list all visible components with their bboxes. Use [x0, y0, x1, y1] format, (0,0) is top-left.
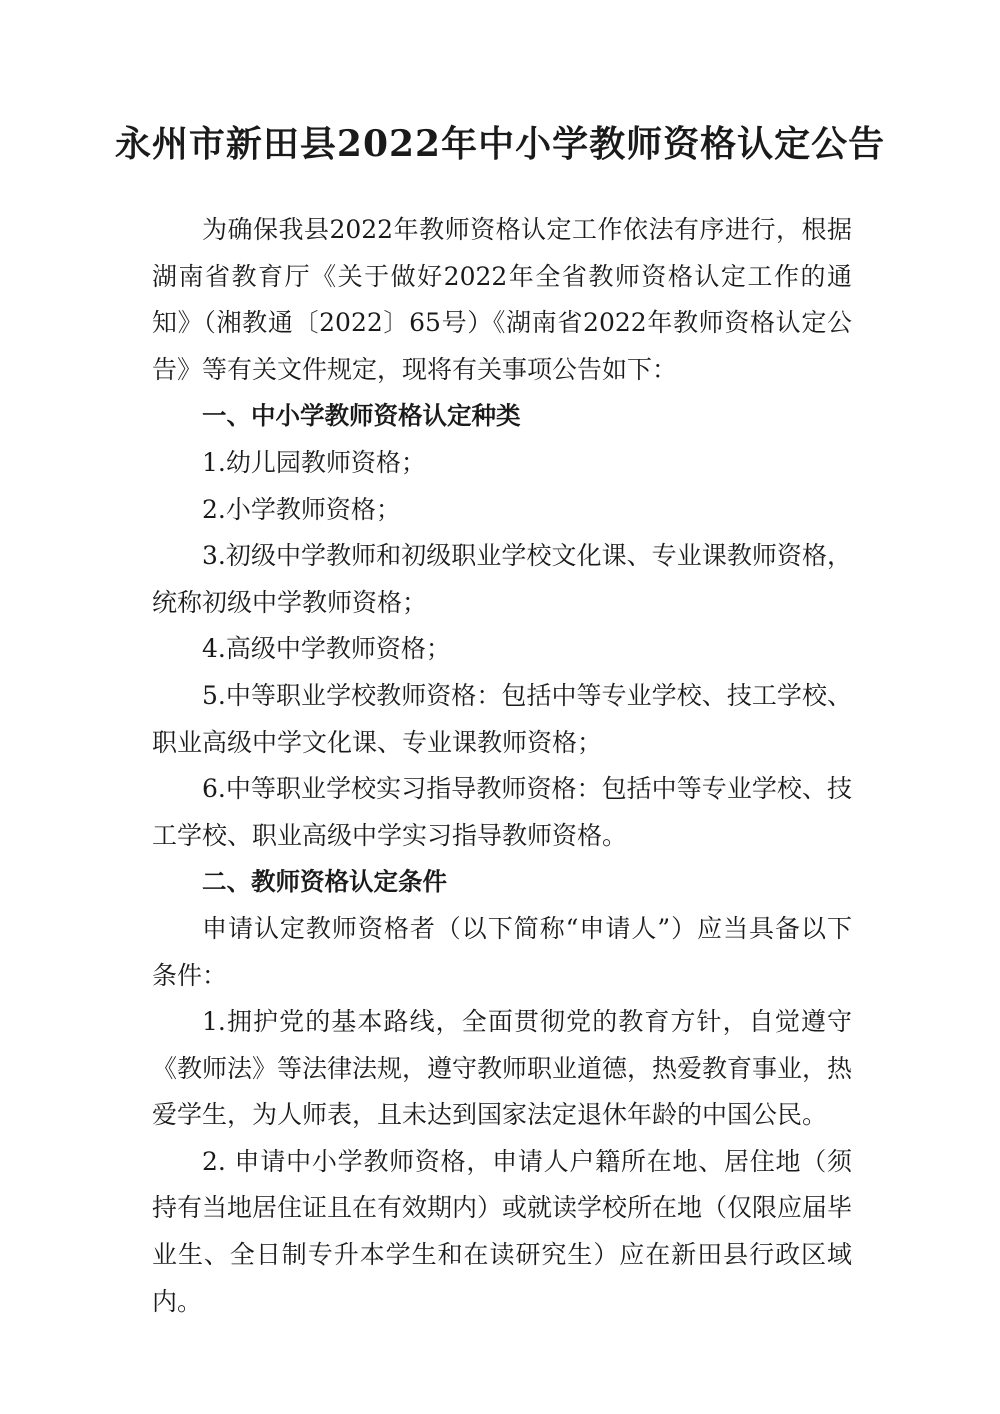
condition-item: 1.拥护党的基本路线，全面贯彻党的教育方针，自觉遵守《教师法》等法律法规，遵守教师职业道德，热爱教育事业，热爱学生，为人师表，且未达到国家法定退休年龄的中国公民。 — [152, 1007, 853, 1130]
condition-item: 2. 申请中小学教师资格，申请人户籍所在地、居住地（须持有当地居住证且在有效期内）或就读学校所在地（仅限应届毕业生、全日制专升本学生和在读研究生）应在新田县行政区域内。 — [152, 1146, 853, 1316]
list-item: 3.初级中学教师和初级职业学校文化课、专业课教师资格，统称初级中学教师资格； — [152, 541, 852, 617]
list-item: 1.幼儿园教师资格； — [202, 447, 426, 477]
document-title: 永州市新田县2022年中小学教师资格认定公告 — [114, 123, 886, 165]
section-heading-2: 二、教师资格认定条件 — [202, 867, 447, 897]
list-item: 2.小学教师资格； — [202, 494, 401, 524]
intro-paragraph: 为确保我县2022年教师资格认定工作依法有序进行，根据湖南省教育厅《关于做好2022年全省教师资格认定工作的通知》（湘教通〔2022〕65号）《湖南省2022年教师资格认定公告》等有关文件规定，现将有关事项公告如下： — [152, 215, 852, 384]
section-heading-1: 一、中小学教师资格认定种类 — [202, 401, 521, 431]
list-item: 4.高级中学教师资格； — [202, 634, 451, 664]
conditions-intro-paragraph: 申请认定教师资格者（以下简称“申请人”）应当具备以下条件： — [152, 913, 852, 990]
document-body — [152, 207, 852, 1325]
list-item: 6.中等职业学校实习指导教师资格：包括中等专业学校、技工学校、职业高级中学实习指导教师资格。 — [152, 774, 852, 850]
list-item: 5.中等职业学校教师资格：包括中等专业学校、技工学校、职业高级中学文化课、专业课教师资格； — [152, 680, 852, 757]
